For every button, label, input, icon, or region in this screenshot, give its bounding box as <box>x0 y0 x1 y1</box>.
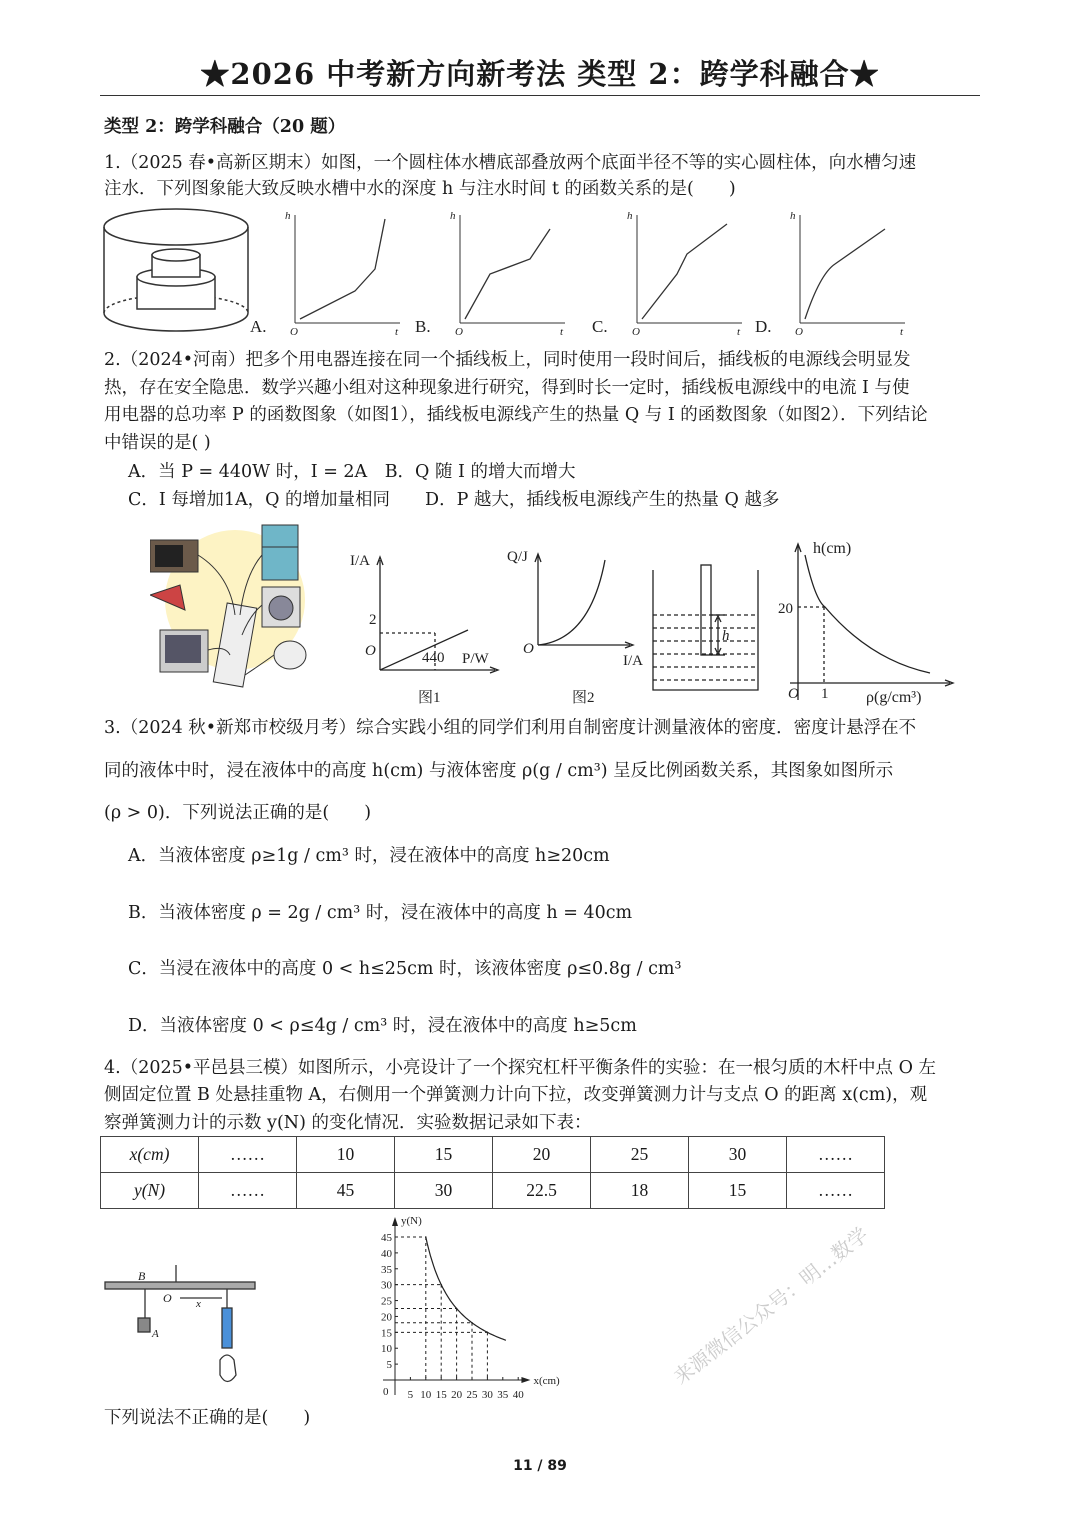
q2-line: 用电器的总功率 P 的函数图象（如图1），插线板电源线产生的热量 Q 与 I 的函数图象（如图2）．下列结论 <box>104 405 928 425</box>
q4-line: 察弹簧测力计的示数 y(N) 的变化情况．实验数据记录如下表： <box>104 1113 592 1133</box>
x-axis-label: t <box>395 326 399 338</box>
option-label: D. <box>755 317 772 336</box>
q2-line: 2.（2024•河南）把多个用电器连接在同一个插线板上，同时使用一段时间后，插线板的电源线会明显发 <box>104 350 911 370</box>
table-cell: 45 <box>297 1173 395 1209</box>
y-tick-label: 25 <box>381 1295 392 1308</box>
table-cell: 25 <box>591 1137 689 1173</box>
table-cell: x(cm) <box>101 1137 199 1173</box>
table-cell: 10 <box>297 1137 395 1173</box>
fig1-xlabel: P/W <box>462 651 489 667</box>
q3-origin: O <box>788 686 799 702</box>
x-axis-label: t <box>560 326 564 338</box>
q3-density-graph <box>790 544 953 700</box>
fig2-ylabel: Q/J <box>507 549 528 565</box>
x-tick-label: 30 <box>481 1389 493 1401</box>
watermark: 来源微信公众号：明…数学 <box>668 1222 873 1390</box>
table-row <box>101 1137 885 1173</box>
table-cell: …… <box>199 1137 297 1173</box>
fig2-xlabel: I/A <box>623 653 643 669</box>
x-tick-label: 40 <box>512 1389 524 1401</box>
x-tick-label: 10 <box>420 1389 432 1401</box>
q3-option: A．当液体密度 ρ≥1g / cm³ 时，浸在液体中的高度 h≥20cm <box>128 846 610 866</box>
table-cell: 30 <box>395 1173 493 1209</box>
q1-figures <box>100 205 980 340</box>
q1-line: 注水．下列图象能大致反映水槽中水的深度 h 与注水时间 t 的函数关系的是( ) <box>104 179 736 199</box>
graph-line <box>805 229 885 319</box>
lever-label-o: O <box>163 1291 172 1305</box>
option-label: B. <box>415 317 431 336</box>
y-axis-label: h <box>450 210 456 222</box>
figure-2-graph <box>535 554 633 648</box>
fig1-caption: 图1 <box>418 690 441 706</box>
y-tick-label: 20 <box>381 1311 392 1324</box>
y-axis-label: h <box>627 210 633 222</box>
q4-figures <box>100 1210 600 1405</box>
q2-line: 热，存在安全隐患．数学兴趣小组对这种现象进行研究，得到时长一定时，插线板电源线中的电流 I 与使 <box>104 378 910 398</box>
q3-ylabel: h(cm) <box>813 540 852 557</box>
q3-xtick: 1 <box>821 686 829 702</box>
option-label: A. <box>250 317 267 336</box>
table-row <box>101 1173 885 1209</box>
fig1-xtick: 440 <box>422 650 445 666</box>
graph-line <box>465 229 550 319</box>
option-label: C. <box>592 317 608 336</box>
lever-figure <box>105 1265 255 1382</box>
q2-option: A．当 P = 440W 时，I = 2A B．Q 随 I 的增大而增大 <box>128 462 576 482</box>
fig1-ylabel: I/A <box>350 553 370 569</box>
table-cell: 15 <box>395 1137 493 1173</box>
y-tick-label: 45 <box>381 1232 392 1244</box>
origin-label: O <box>632 326 640 338</box>
y-arrow <box>392 1217 398 1226</box>
q3-line: (ρ > 0)．下列说法正确的是( ) <box>104 803 372 823</box>
lever-label-a: A <box>152 1328 159 1340</box>
x-axis-label: x(cm) <box>533 1375 560 1387</box>
appliances-illustration <box>150 525 306 687</box>
fig2-origin: O <box>523 641 534 657</box>
x-tick-label: 20 <box>451 1389 463 1401</box>
fig1-ytick: 2 <box>369 612 377 628</box>
fig1-origin: O <box>365 643 376 659</box>
y-tick-label: 30 <box>381 1279 392 1292</box>
q3-xlabel: ρ(g/cm³) <box>866 689 922 706</box>
q1-option-graph <box>755 210 905 338</box>
x-axis-label: t <box>737 326 741 338</box>
x-tick-label: 5 <box>407 1389 414 1401</box>
q4-line: 4.（2025•平邑县三模）如图所示，小亮设计了一个探究杠杆平衡条件的实验：在一根匀质的木杆中点 O 左 <box>104 1058 937 1078</box>
origin-label: O <box>455 326 463 338</box>
y-tick-label: 5 <box>386 1359 392 1372</box>
hydrometer-beaker <box>653 565 758 690</box>
page-number: 11 / 89 <box>513 1458 567 1474</box>
q4-line: 侧固定位置 B 处悬挂重物 A，右侧用一个弹簧测力计向下拉，改变弹簧测力计与支点 O 的距离 x(cm)，观 <box>104 1085 928 1105</box>
x-tick-label: 25 <box>466 1389 478 1401</box>
y-tick-label: 40 <box>381 1247 392 1260</box>
table-cell: y(N) <box>101 1173 199 1209</box>
x-arrow <box>521 1377 530 1383</box>
q4-chart <box>381 1215 560 1401</box>
y-tick-label: 15 <box>381 1327 392 1340</box>
table-cell: 20 <box>493 1137 591 1173</box>
y-tick-label: 10 <box>381 1343 392 1356</box>
q1-option-graph <box>592 210 742 338</box>
q3-option: C．当浸在液体中的高度 0 < h≤25cm 时，该液体密度 ρ≤0.8g / cm³ <box>128 959 682 979</box>
origin-label: O <box>290 326 298 338</box>
curve <box>426 1237 506 1340</box>
fig2-caption: 图2 <box>572 690 595 706</box>
table-cell: 22.5 <box>493 1173 591 1209</box>
table-cell: 18 <box>591 1173 689 1209</box>
lever-label-x: x <box>196 1298 201 1310</box>
q1-option-graph <box>415 210 565 338</box>
x-tick-label: 35 <box>497 1389 509 1401</box>
table-cell: …… <box>787 1137 885 1173</box>
q1-option-graph <box>250 210 400 338</box>
y-axis-label: h <box>285 210 291 222</box>
q3-option: D．当液体密度 0 < ρ≤4g / cm³ 时，浸在液体中的高度 h≥5cm <box>128 1016 637 1036</box>
x-axis-label: t <box>900 326 904 338</box>
q3-line: 同的液体中时，浸在液体中的高度 h(cm) 与液体密度 ρ(g / cm³) 呈反比例函数关系，其图象如图所示 <box>104 761 894 781</box>
graph-line <box>300 219 385 319</box>
q4-data-table <box>100 1136 885 1209</box>
page-title: ★2026 中考新方向新考法 类型 2：跨学科融合★ <box>200 57 880 91</box>
q2-q3-figures <box>150 515 980 710</box>
q2-line: 中错误的是( ) <box>104 433 211 453</box>
q3-option: B．当液体密度 ρ = 2g / cm³ 时，浸在液体中的高度 h = 40cm <box>128 903 633 923</box>
y-axis-label: h <box>790 210 796 222</box>
q3-ytick: 20 <box>778 601 793 617</box>
graph-line <box>642 224 727 319</box>
origin-label: 0 <box>383 1386 389 1398</box>
q4-question: 下列说法不正确的是( ) <box>104 1408 311 1428</box>
q2-option: C．I 每增加1A，Q 的增加量相同 D．P 越大，插线板电源线产生的热量 Q 越多 <box>128 490 780 510</box>
title-divider <box>100 95 980 96</box>
table-cell: …… <box>787 1173 885 1209</box>
x-tick-label: 15 <box>435 1389 447 1401</box>
water-tank-figure <box>104 209 248 331</box>
y-tick-label: 35 <box>381 1263 392 1276</box>
table-cell: 15 <box>689 1173 787 1209</box>
table-cell: …… <box>199 1173 297 1209</box>
lever-label-b: B <box>138 1269 146 1283</box>
section-heading: 类型 2：跨学科融合（20 题） <box>104 117 346 137</box>
table-cell: 30 <box>689 1137 787 1173</box>
origin-label: O <box>795 326 803 338</box>
q3-line: 3.（2024 秋•新郑市校级月考）综合实践小组的同学们利用自制密度计测量液体的密度．密度计悬浮在不 <box>104 718 917 738</box>
q1-line: 1.（2025 春•高新区期末）如图，一个圆柱体水槽底部叠放两个底面半径不等的实心圆柱体，向水槽匀速 <box>104 153 917 173</box>
y-axis-label: y(N) <box>401 1215 422 1227</box>
hydrometer-h-label: h <box>722 628 730 644</box>
